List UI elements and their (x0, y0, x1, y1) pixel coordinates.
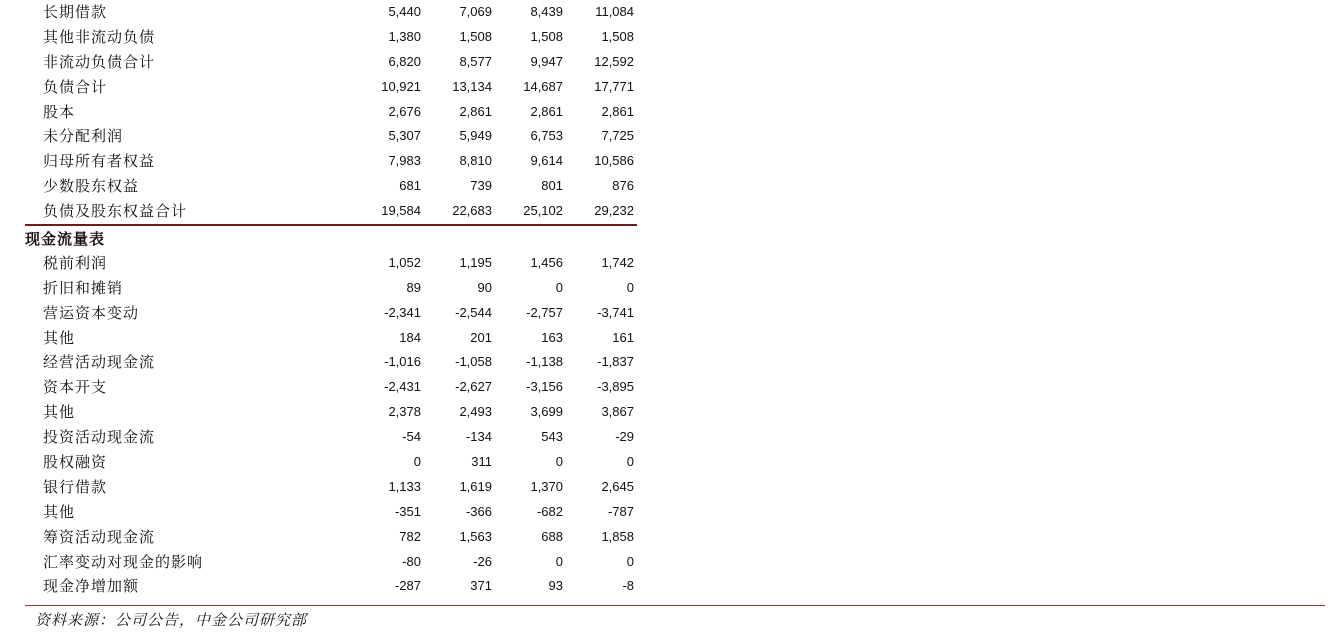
row-value: 14,687 (523, 78, 563, 94)
row-label: 资本开支 (43, 378, 108, 397)
row-value: 161 (612, 329, 634, 345)
row-value: 739 (470, 178, 492, 194)
row-value: 1,858 (601, 528, 634, 544)
row-value: 3,699 (530, 404, 563, 420)
row-value: 5,440 (388, 4, 421, 19)
row-value: 93 (548, 578, 563, 594)
table-row (25, 375, 637, 400)
row-label: 少数股东权益 (43, 177, 140, 196)
row-value: -3,895 (597, 379, 634, 395)
row-label: 其他非流动负债 (43, 27, 156, 46)
row-label: 未分配利润 (43, 127, 124, 146)
row-value: 1,195 (459, 254, 492, 270)
row-value: 0 (626, 454, 634, 470)
balance-sheet-section (25, 0, 637, 224)
table-row (25, 0, 637, 25)
table-row (25, 450, 637, 475)
row-value: 25,102 (523, 203, 563, 219)
table-row (25, 100, 637, 125)
table-row (25, 75, 637, 100)
row-value: 90 (477, 279, 492, 295)
row-value: -8 (622, 578, 634, 594)
table-row (25, 525, 637, 550)
row-label: 银行借款 (43, 477, 108, 496)
row-value: 311 (471, 454, 492, 470)
row-value: 2,861 (601, 103, 634, 119)
row-value: 1,370 (530, 478, 563, 494)
table-row (25, 276, 637, 301)
row-value: -787 (607, 503, 634, 519)
row-value: 19,584 (381, 203, 421, 219)
table-row (25, 50, 637, 75)
row-value: 10,586 (594, 153, 634, 169)
table-row (25, 124, 637, 149)
row-value: -1,058 (455, 354, 492, 370)
table-row (25, 25, 637, 50)
row-value: 0 (413, 454, 421, 470)
row-value: 1,508 (530, 28, 563, 44)
row-value: 2,861 (459, 103, 492, 119)
row-value: 8,810 (459, 153, 492, 169)
table-row (25, 301, 637, 326)
row-label: 投资活动现金流 (43, 428, 156, 447)
row-value: -2,431 (384, 379, 421, 395)
row-value: 10,921 (381, 78, 421, 94)
row-value: 3,867 (601, 404, 634, 420)
row-value: -1,016 (384, 354, 421, 370)
source-divider (25, 605, 1325, 606)
row-value: 201 (470, 329, 492, 345)
row-value: 8,577 (459, 53, 492, 69)
row-value: -351 (394, 503, 421, 519)
row-label: 负债合计 (43, 77, 108, 96)
row-label: 非流动负债合计 (43, 52, 156, 71)
row-value: -80 (402, 553, 421, 569)
row-value: 1,133 (388, 478, 421, 494)
row-value: -1,837 (597, 354, 634, 370)
row-value: -3,156 (526, 379, 563, 395)
row-value: 1,742 (601, 254, 634, 270)
row-label: 筹资活动现金流 (43, 527, 156, 546)
financial-table (25, 0, 637, 599)
row-value: 8,439 (530, 4, 563, 19)
row-value: 6,820 (388, 53, 421, 69)
row-label: 其他 (43, 502, 76, 521)
row-value: -1,138 (526, 354, 563, 370)
row-value: -26 (473, 553, 492, 569)
row-value: 1,456 (530, 254, 563, 270)
row-value: 0 (626, 279, 634, 295)
table-row (25, 174, 637, 199)
table-row (25, 199, 637, 224)
table-row (25, 149, 637, 174)
row-value: 7,725 (601, 128, 634, 144)
row-value: 17,771 (594, 78, 634, 94)
row-value: -2,544 (455, 304, 492, 320)
row-value: 0 (626, 553, 634, 569)
row-value: 163 (541, 329, 563, 345)
row-value: 1,052 (388, 254, 421, 270)
row-value: 681 (399, 178, 421, 194)
row-label: 折旧和摊销 (43, 278, 124, 297)
row-value: 6,753 (530, 128, 563, 144)
row-value: 7,069 (459, 4, 492, 19)
row-value: -3,741 (597, 304, 634, 320)
row-value: 9,614 (530, 153, 563, 169)
row-value: 782 (399, 528, 421, 544)
row-value: 29,232 (594, 203, 634, 219)
row-value: -29 (615, 429, 634, 445)
row-value: 12,592 (594, 53, 634, 69)
row-value: -2,627 (455, 379, 492, 395)
row-label: 股本 (43, 102, 76, 121)
row-value: 2,645 (601, 478, 634, 494)
table-row (25, 400, 637, 425)
row-value: 0 (555, 279, 563, 295)
row-value: 11,084 (595, 4, 634, 19)
row-value: 1,508 (601, 28, 634, 44)
row-value: 1,563 (459, 528, 492, 544)
row-value: 1,508 (459, 28, 492, 44)
row-label: 经营活动现金流 (43, 353, 156, 372)
row-value: 0 (555, 454, 563, 470)
row-value: -134 (465, 429, 492, 445)
cashflow-section (25, 251, 637, 599)
row-value: 2,861 (530, 103, 563, 119)
table-row (25, 550, 637, 575)
row-value: 7,983 (388, 153, 421, 169)
row-value: 1,380 (388, 28, 421, 44)
row-value: 5,949 (459, 128, 492, 144)
row-label: 税前利润 (43, 253, 108, 272)
table-row (25, 574, 637, 599)
row-value: -682 (536, 503, 563, 519)
row-value: 543 (541, 429, 563, 445)
row-value: -2,341 (384, 304, 421, 320)
row-value: 5,307 (388, 128, 421, 144)
row-label: 股权融资 (43, 453, 108, 472)
row-value: 22,683 (452, 203, 492, 219)
row-value: 89 (406, 279, 421, 295)
row-value: 0 (555, 553, 563, 569)
table-row (25, 350, 637, 375)
row-label: 汇率变动对现金的影响 (43, 552, 204, 571)
table-row (25, 475, 637, 500)
row-value: -287 (394, 578, 421, 594)
row-label: 负债及股东权益合计 (43, 202, 188, 221)
table-row (25, 326, 637, 351)
row-label: 现金净增加额 (43, 577, 140, 596)
row-value: 371 (470, 578, 492, 594)
row-label: 其他 (43, 403, 76, 422)
table-row (25, 500, 637, 525)
row-value: -54 (402, 429, 421, 445)
table-row (25, 251, 637, 276)
row-value: 2,676 (388, 103, 421, 119)
row-value: 9,947 (530, 53, 563, 69)
row-value: 184 (399, 329, 421, 345)
row-value: 876 (612, 178, 634, 194)
table-row (25, 425, 637, 450)
row-value: 801 (541, 178, 563, 194)
row-value: 688 (541, 528, 563, 544)
row-value: 1,619 (459, 478, 492, 494)
row-value: 2,378 (388, 404, 421, 420)
row-value: 2,493 (459, 404, 492, 420)
row-label: 长期借款 (43, 3, 108, 21)
cashflow-section-title: 现金流量表 (25, 230, 106, 249)
row-value: 13,134 (452, 78, 492, 94)
row-value: -366 (465, 503, 492, 519)
source-note: 资料来源：公司公告，中金公司研究部 (35, 611, 308, 629)
row-value: -2,757 (526, 304, 563, 320)
row-label: 营运资本变动 (43, 303, 140, 322)
row-label: 归母所有者权益 (43, 152, 156, 171)
row-label: 其他 (43, 328, 76, 347)
